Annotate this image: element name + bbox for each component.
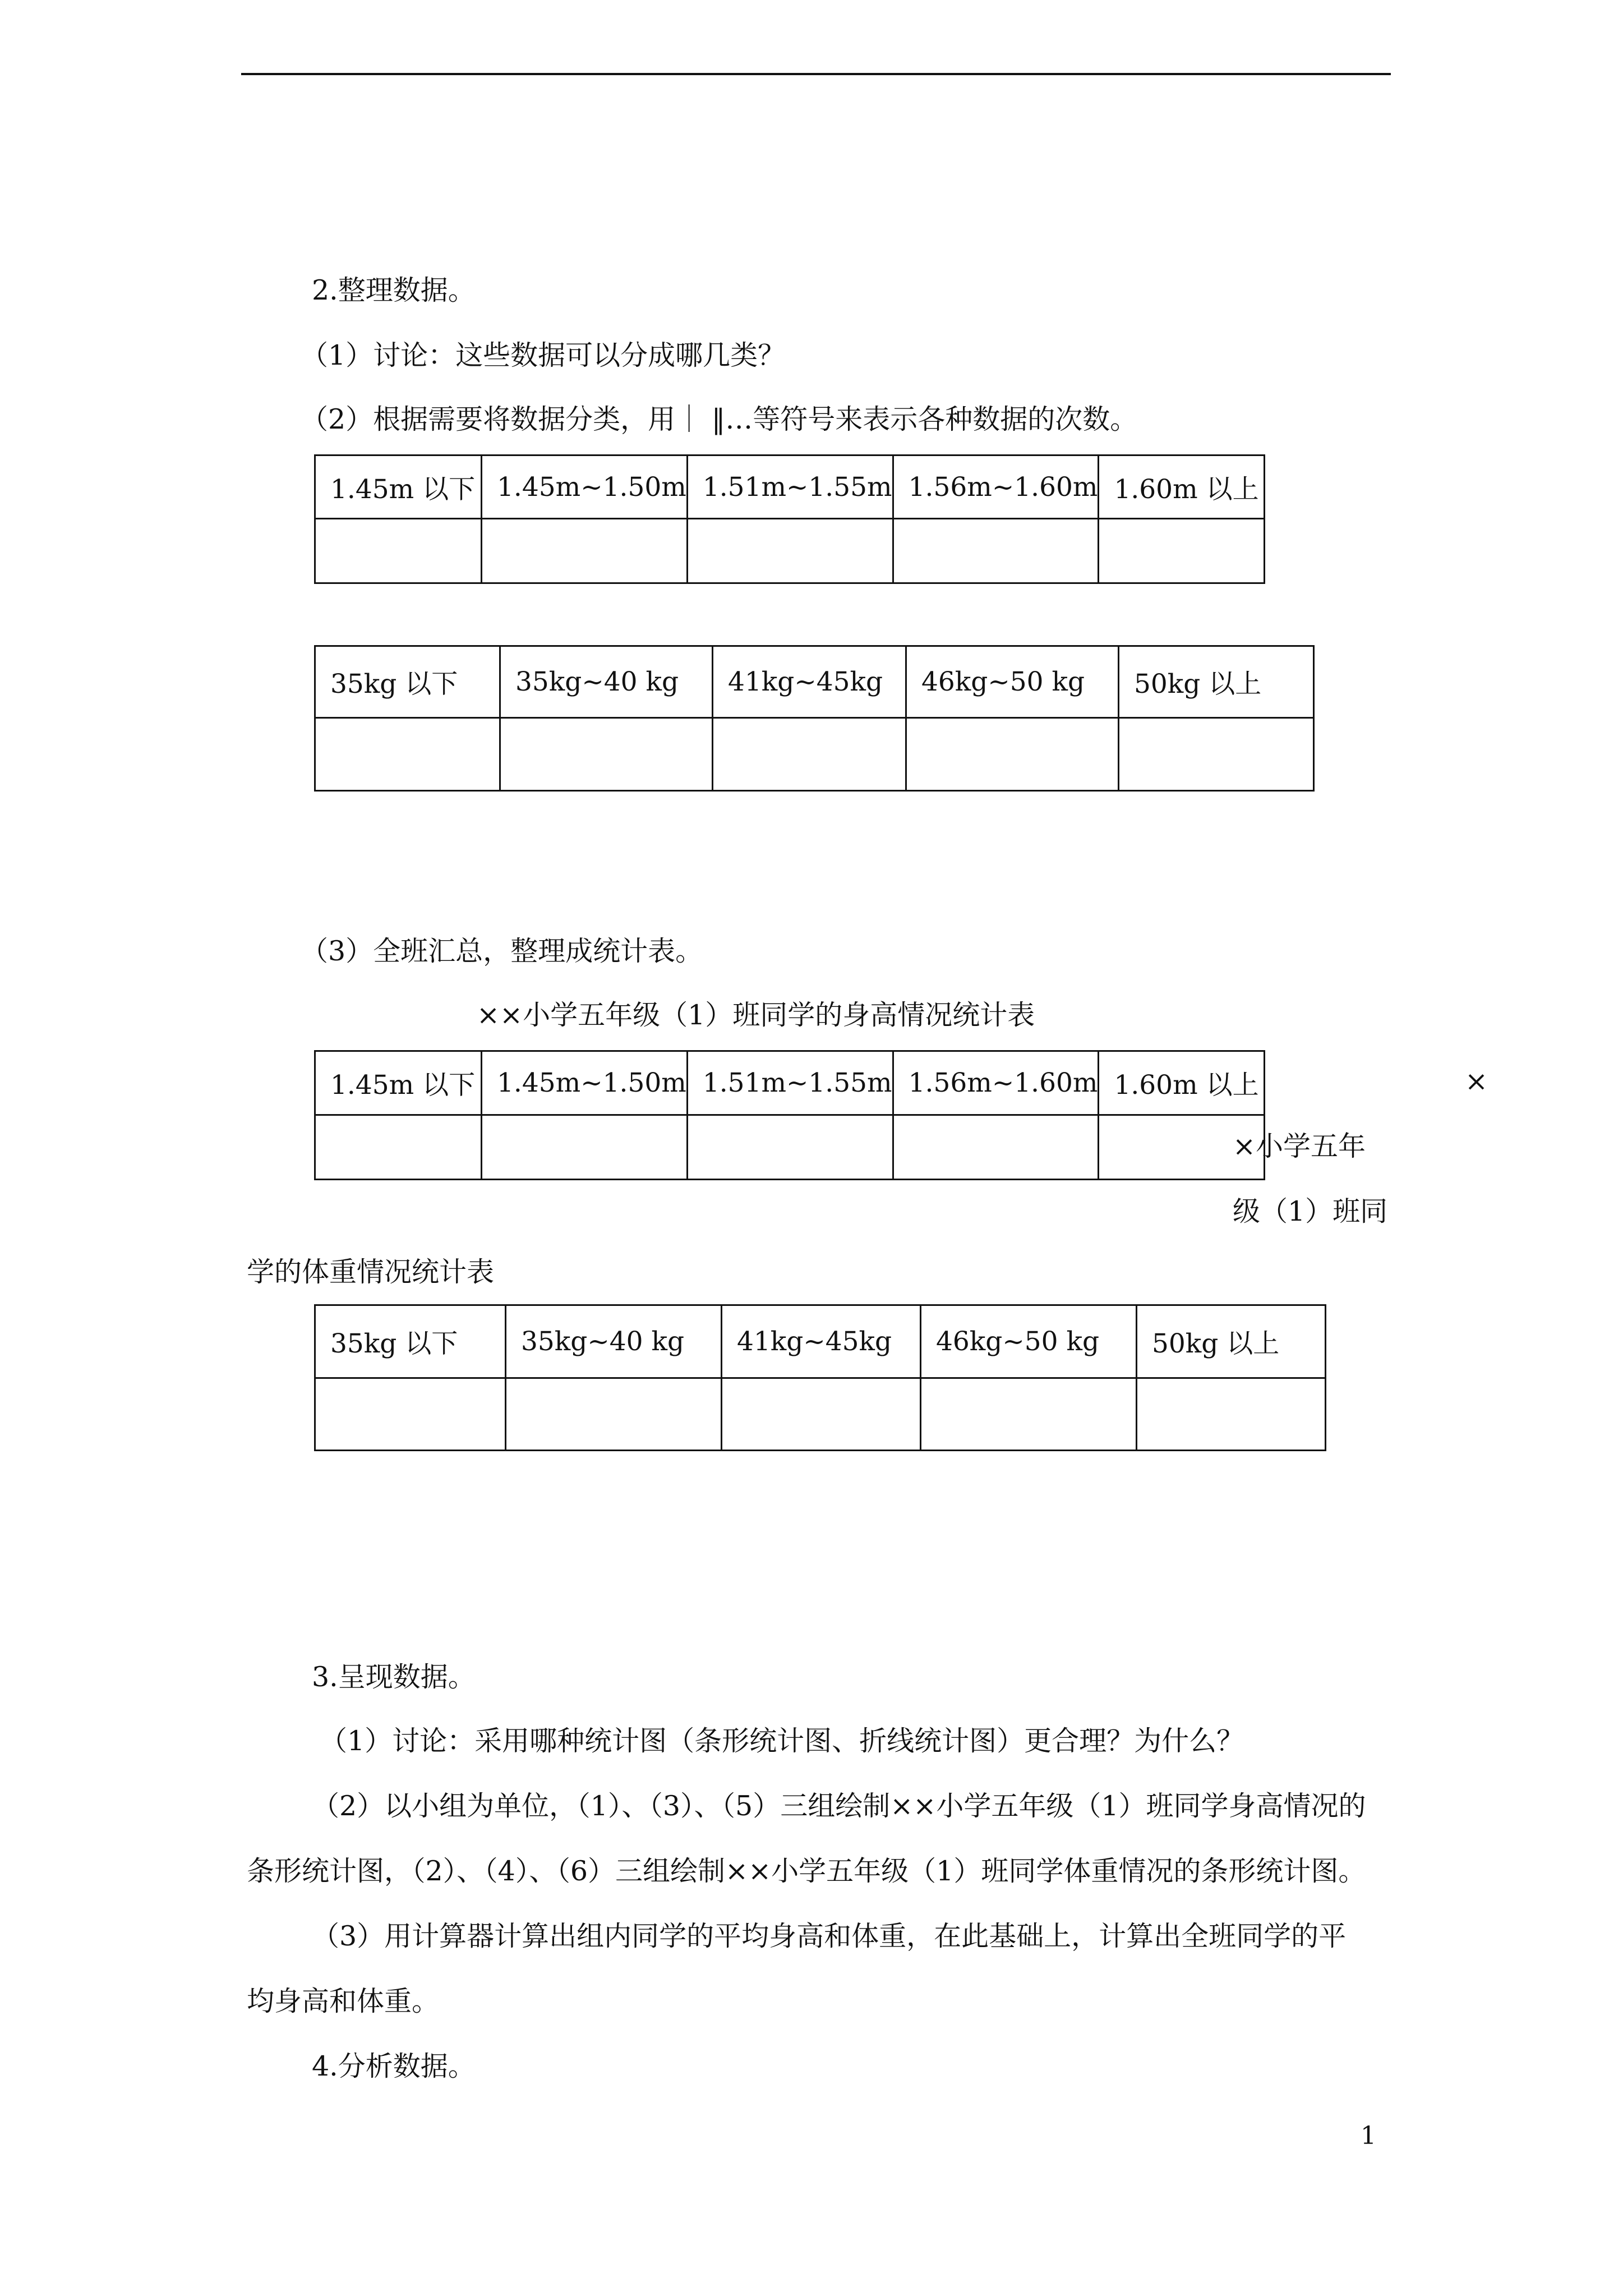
table-cell (315, 519, 482, 583)
table-cell (1119, 718, 1314, 791)
weight-table-title-part3: 级（1）班同 (1233, 1195, 1388, 1227)
table-cell (713, 718, 906, 791)
weight-tally-table (314, 645, 1315, 792)
table-header-cell: 1.56m~1.60m (893, 1051, 1099, 1115)
table-cell (1137, 1378, 1326, 1451)
table-header-row (315, 646, 1314, 718)
weight-summary-table (314, 1304, 1326, 1451)
table-cell (906, 718, 1119, 791)
table-header-cell: 41kg~45kg (722, 1305, 921, 1378)
table-header-row (315, 1051, 1265, 1115)
table-header-cell: 46kg~50 kg (921, 1305, 1137, 1378)
table-header-cell: 50kg 以上 (1137, 1305, 1326, 1378)
table-header-cell: 35kg 以下 (315, 1305, 506, 1378)
table-header-cell: 1.60m 以上 (1099, 1051, 1265, 1115)
table-cell (1099, 519, 1265, 583)
table-header-cell: 41kg~45kg (713, 646, 906, 718)
table-row (315, 718, 1314, 791)
weight-table-title-part1: × (1465, 1065, 1488, 1097)
table-cell (893, 519, 1099, 583)
table-cell (921, 1378, 1137, 1451)
section4-heading: 4.分析数据。 (312, 2050, 476, 2082)
table-header-cell: 1.51m~1.55m (687, 1051, 893, 1115)
table-row (315, 1378, 1326, 1451)
table-header-cell: 35kg~40 kg (506, 1305, 722, 1378)
table-cell (893, 1115, 1099, 1180)
section2-question-1: （1）讨论：这些数据可以分成哪几类？ (301, 339, 786, 371)
table-header-cell: 46kg~50 kg (906, 646, 1119, 718)
section3-paragraph-2-line-1: （2）以小组为单位，（1）、（3）、（5）三组绘制××小学五年级（1）班同学身高情况的 (312, 1790, 1366, 1822)
table-cell (482, 519, 688, 583)
section3-paragraph-2-line-2: 条形统计图，（2）、（4）、（6）三组绘制××小学五年级（1）班同学体重情况的条形统计图。 (247, 1855, 1366, 1887)
section2-question-3: （3）全班汇总，整理成统计表。 (301, 935, 703, 967)
table-header-row (315, 455, 1265, 519)
table-row (315, 519, 1265, 583)
table-cell (315, 1115, 482, 1180)
height-tally-table (314, 454, 1265, 584)
table-header-cell: 1.45m 以下 (315, 455, 482, 519)
section3-paragraph-3-line-2: 均身高和体重。 (247, 1985, 440, 2017)
height-summary-table (314, 1050, 1265, 1180)
section2-question-2: （2）根据需要将数据分类，用｜ ‖…等符号来表示各种数据的次数。 (301, 403, 1138, 435)
table-header-row (315, 1305, 1326, 1378)
table-header-cell: 1.60m 以上 (1099, 455, 1265, 519)
section3-heading: 3.呈现数据。 (312, 1661, 476, 1693)
table-header-cell: 1.45m~1.50m (482, 455, 688, 519)
section3-paragraph-1: （1）讨论：采用哪种统计图（条形统计图、折线统计图）更合理？为什么？ (320, 1725, 1244, 1757)
table-cell (482, 1115, 688, 1180)
table-cell (315, 718, 500, 791)
table-header-cell: 1.56m~1.60m (893, 455, 1099, 519)
table-cell (506, 1378, 722, 1451)
height-table-title: ××小学五年级（1）班同学的身高情况统计表 (477, 999, 1035, 1031)
table-header-cell: 1.51m~1.55m (687, 455, 893, 519)
weight-table-title-part2: ×小学五年 (1233, 1130, 1366, 1162)
table-header-cell: 35kg 以下 (315, 646, 500, 718)
table-cell (315, 1378, 506, 1451)
table-row (315, 1115, 1265, 1180)
header-rule (241, 73, 1391, 75)
table-cell (722, 1378, 921, 1451)
table-header-cell: 1.45m~1.50m (482, 1051, 688, 1115)
table-cell (687, 519, 893, 583)
section3-paragraph-3-line-1: （3）用计算器计算出组内同学的平均身高和体重，在此基础上，计算出全班同学的平 (312, 1920, 1347, 1952)
section2-heading: 2.整理数据。 (312, 274, 476, 306)
table-header-cell: 50kg 以上 (1119, 646, 1314, 718)
page-number: 1 (1361, 2122, 1376, 2150)
table-header-cell: 35kg~40 kg (500, 646, 713, 718)
table-cell (687, 1115, 893, 1180)
weight-table-title-part4: 学的体重情况统计表 (247, 1256, 495, 1288)
table-cell (500, 718, 713, 791)
table-header-cell: 1.45m 以下 (315, 1051, 482, 1115)
